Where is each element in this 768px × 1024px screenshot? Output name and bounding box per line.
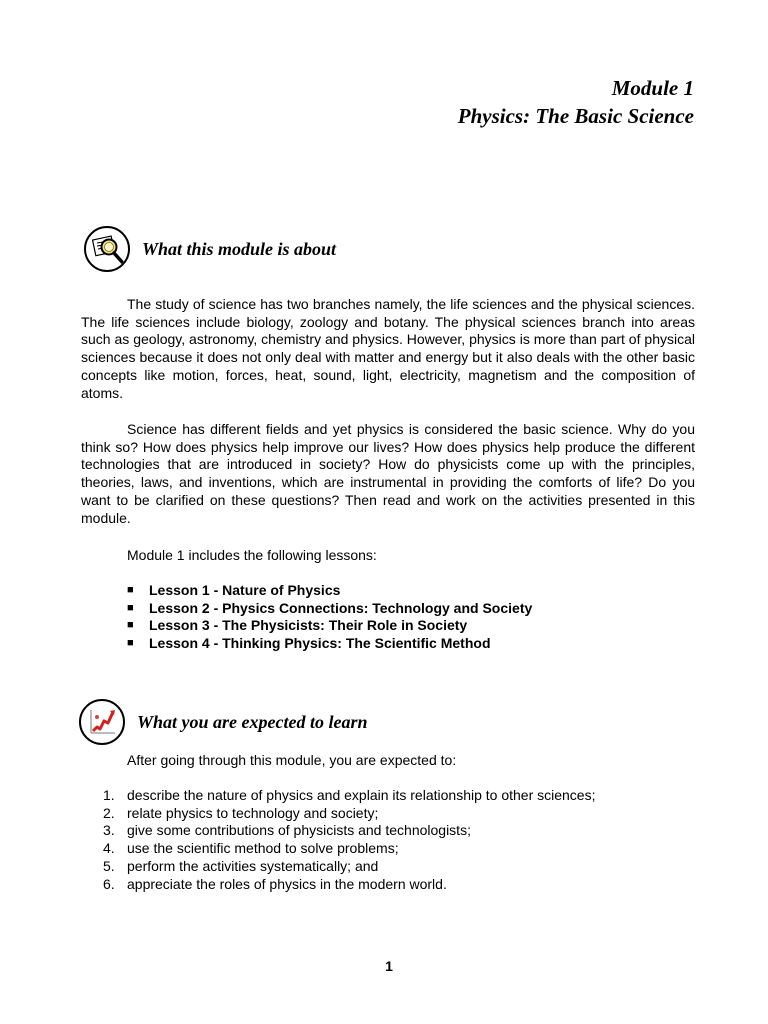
lesson-label: Lesson 3 - The Physicists: Their Role in Society: [149, 617, 468, 634]
objective-text: perform the activities systematically; and: [127, 857, 379, 874]
list-item: [127, 582, 532, 600]
list-item: 1. describe the nature of physics and explain its relationship to other sciences;: [103, 787, 596, 803]
list-item: [127, 617, 532, 635]
module-number: Module 1: [611, 76, 694, 100]
objectives-intro: After going through this module, you are expected to:: [127, 752, 457, 768]
module-title: Physics: The Basic Science: [457, 104, 694, 128]
intro-paragraph-2: Science has different fields and yet physics is considered the basic science. Why do you think so? How does physics help improve our lives? How does physics help produce the different technologies that are introduced in society? How do physicists come up with the principles, theories, laws, and inventions, which are instrumental in providing the comforts of life? Do you want to be clarified on these questions? Then read and work on the activities presented in this module.: [81, 421, 695, 526]
objective-text: describe the nature of physics and explain its relationship to other sciences;: [127, 787, 596, 803]
lesson-label: Lesson 2 - Physics Connections: Technology and Society: [149, 599, 533, 616]
intro-paragraph-1: The study of science has two branches namely, the life sciences and the physical sciences. The life sciences include biology, zoology and botany. The physical sciences branch into areas such as geology, astronomy, chemistry and physics. However, physics is more than part of physical sciences because it does not only deal with matter and energy but it also deals with the other basic concepts like motion, forces, heat, sound, light, electricity, magnetism and the composition of atoms.: [81, 296, 695, 401]
lessons-list: [127, 582, 532, 653]
list-item: [127, 600, 532, 618]
list-item: [127, 635, 532, 653]
objective-text: relate physics to technology and society;: [127, 804, 379, 821]
lesson-label: Lesson 1 - Nature of Physics: [149, 582, 341, 598]
objective-text: use the scientific method to solve problems;: [127, 840, 399, 857]
rising-chart-icon: [79, 699, 125, 745]
objective-text: appreciate the roles of physics in the modern world.: [127, 875, 447, 892]
list-item: 2. relate physics to technology and society;: [103, 804, 379, 821]
list-item: 6. appreciate the roles of physics in the modern world.: [103, 875, 447, 892]
objectives-list: [103, 787, 596, 893]
module-header: [458, 74, 694, 130]
magnifier-document-icon: [84, 226, 130, 272]
bullet-icon: ■: [127, 584, 134, 596]
section-about-heading: [84, 226, 336, 272]
section-expected-heading: [79, 699, 367, 745]
list-item: 4. use the scientific method to solve problems;: [103, 840, 399, 857]
bullet-icon: ■: [127, 619, 134, 632]
objective-text: give some contributions of physicists and technologists;: [127, 822, 471, 839]
section-title: What this module is about: [142, 238, 337, 259]
list-item: 5. perform the activities systematically; and: [103, 857, 379, 874]
page-number: 1: [385, 958, 393, 974]
lessons-intro: Module 1 includes the following lessons:: [127, 547, 377, 563]
bullet-icon: ■: [127, 637, 134, 650]
section-title: What you are expected to learn: [137, 711, 368, 732]
bullet-icon: ■: [127, 601, 134, 614]
lesson-label: Lesson 4 - Thinking Physics: The Scientific Method: [149, 635, 491, 652]
list-item: 3. give some contributions of physicists and technologists;: [103, 822, 471, 839]
